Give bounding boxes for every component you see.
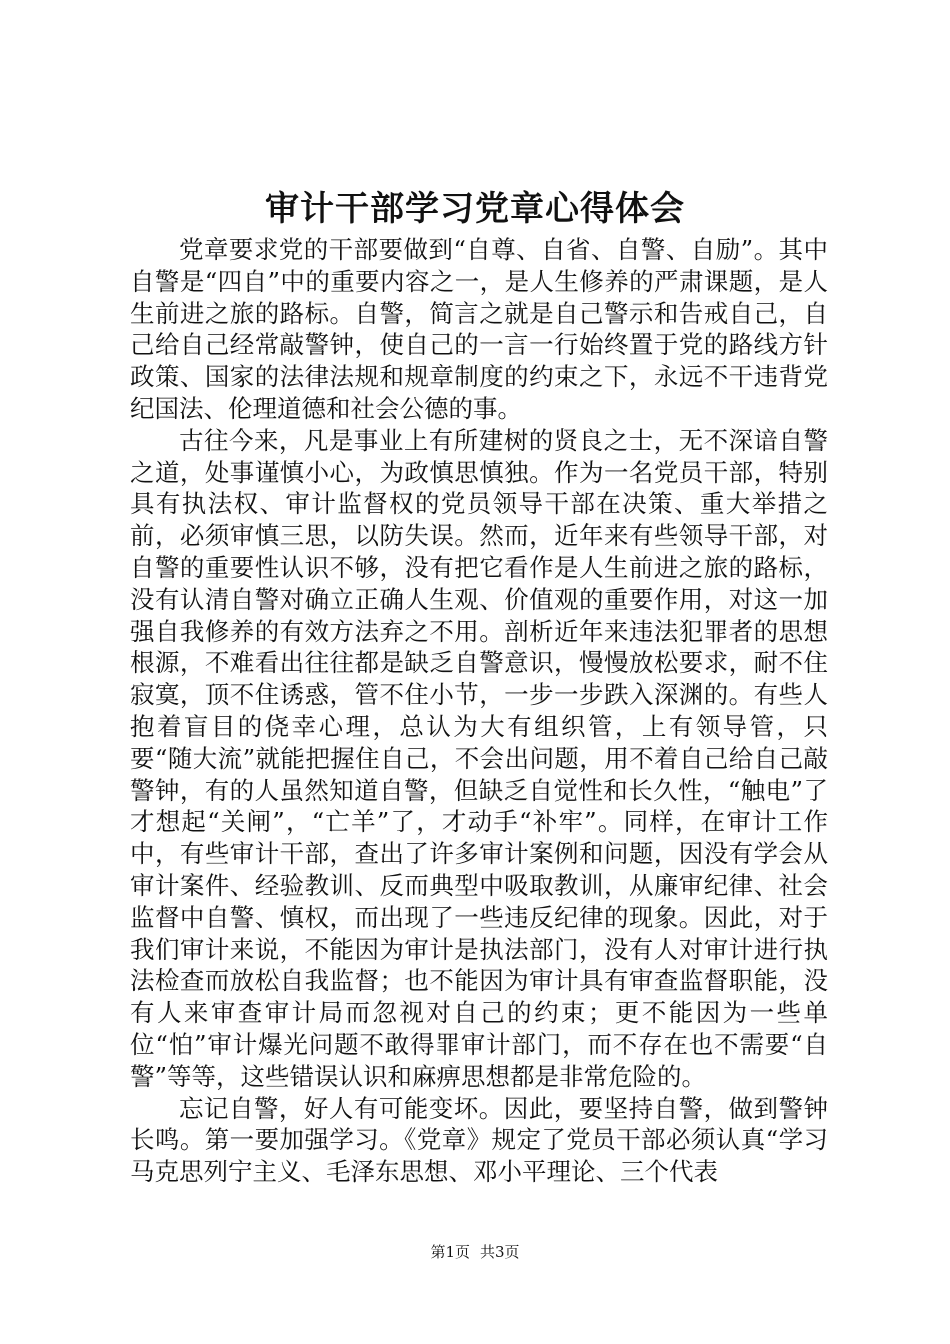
document-title: 审计干部学习党章心得体会 — [265, 189, 685, 229]
paragraph-3: 忘记自警，好人有可能变坏。因此，要坚持自警，做到警钟长鸣。第一要加强学习。《党章》规定了党员干部必须认真“学习马克思列宁主义、毛泽东思想、邓小平理论、三个代表 — [130, 1093, 828, 1187]
document-body — [130, 234, 828, 1188]
page-footer — [0, 1242, 950, 1262]
paragraph-2: 古往今来，凡是事业上有所建树的贤良之士，无不深谙自警之道，处事谨慎小心，为政慎思慎独。作为一名党员干部，特别具有执法权、审计监督权的党员领导干部在决策、重大举措之前，必须审慎三思，以防失误。然而，近年来有些领导干部，对自警的重要性认识不够，没有把它看作是人生前进之旅的路标，没有认清自警对确立正确人生观、价值观的重要作用，对这一加强自我修养的有效方法弃之不用。剖析近年来违法犯罪者的思想根源，不难看出往往都是缺乏自警意识，慢慢放松要求，耐不住寂寞，顶不住诱惑，管不住小节，一步一步跌入深渊的。有些人抱着盲目的侥幸心理，总认为大有组织管，上有领导管，只要“随大流”就能把握住自己，不会出问题，用不着自己给自己敲警钟，有的人虽然知道自警，但缺乏自觉性和长久性，“触电”了才想起“关闸”，“亡羊”了，才动手“补牢”。同样，在审计工作中，有些审计干部，查出了许多审计案例和问题，因没有学会从审计案件、经验教训、反而典型中吸取教训，从廉审纪律、社会监督中自警、慎权，而出现了一些违反纪律的现象。因此，对于我们审计来说，不能因为审计是执法部门，没有人对审计进行执法检查而放松自我监督；也不能因为审计具有审查监督职能，没有人来审查审计局而忽视对自己的约束；更不能因为一些单位“怕”审计爆光问题不敢得罪审计部门，而不存在也不需要“自警”等等，这些错误认识和麻痹思想都是非常危险的。 — [130, 425, 828, 1091]
paragraph-1: 党章要求党的干部要做到“自尊、自省、自警、自励”。其中自警是“四自”中的重要内容之一，是人生修养的严肃课题，是人生前进之旅的路标。自警，简言之就是自己警示和告戒自己，自己给自己经常敲警钟，使自己的一言一行始终置于党的路线方针政策、国家的法律法规和规章制度的约束之下，永远不干违背党纪国法、伦理道德和社会公德的事。 — [130, 235, 828, 423]
page-number-total: 共3页 — [480, 1243, 520, 1261]
page-number-current: 第1页 — [430, 1243, 470, 1261]
